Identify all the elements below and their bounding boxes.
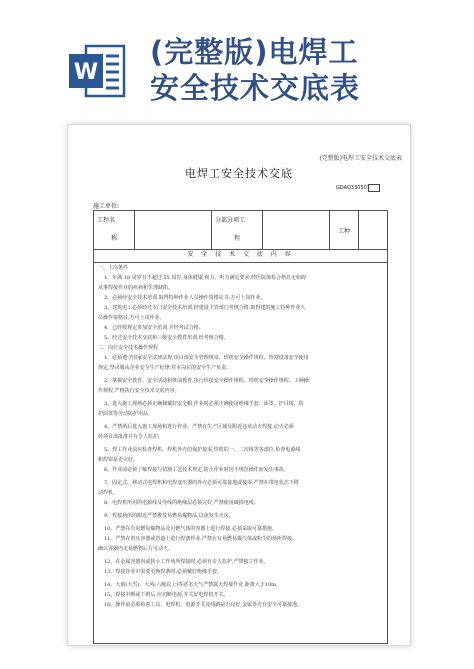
content-line: 8、电焊机所用的电源线及导线的绝缘层必须完好,严禁使用破损电线。 (104, 500, 259, 506)
content-line: 1、必须遵守国家安全法律法规,项目部安全管理规章、焊机安全操作规程、焊割设备安全使用 (104, 355, 309, 361)
content-line: 员操作资格证,方可上岗作业。 (98, 315, 165, 321)
content-line: 2、掌握安全教育、安全活动和班前教育,执行焊接安全操作规程、焊机安全操作规程、工种操 (104, 378, 309, 384)
subproject-label: 分部分项工 程 (212, 211, 263, 250)
page-header-note: (完整版)电焊工安全技术交底表 (319, 155, 402, 162)
word-document-icon (66, 40, 128, 102)
content-line: 动焊机。 (98, 490, 119, 496)
content-line: 2、必须经安全技术培训,取得特种作业人员操作资格证书,方可上岗作业。 (104, 295, 266, 301)
construction-unit-label: 施工单位: (93, 203, 120, 210)
content-line: 3、建筑电工必须经过专门安全技术培训,经建设主管部门考核合格,取得建筑施工特种作业人 (104, 305, 306, 311)
info-table (93, 210, 388, 250)
content-line: 15、焊接中断或下班后,应切断电源,并关好电焊机开关。 (104, 592, 229, 598)
content-line: 13、焊接作业中需要更换焊条时,必须戴好绝缘手套。 (104, 569, 222, 575)
content-line: 6、作业前必须了解焊接与切割工艺技术规定,防止作业时因不规范操作而发生事故。 (104, 467, 289, 473)
content-line: 5、焊工作业前应检查焊机、焊机外壳的保护接零,焊机的一、二次线等各部位,检查电源线 (104, 447, 301, 453)
content-line: 10、严禁在有易燃易爆物品及可燃气体的容器上进行焊接,必须采取可靠措施。 (104, 526, 277, 532)
content-line: 二、岗位安全技术操作规程 (98, 345, 159, 351)
content-line: 9、焊接场所的附近严禁堆放易燃易爆物品,以免发生火灾。 (104, 513, 234, 519)
content-line: 14、大雨(大雪)、大风(六级以上)等恶劣天气严禁露天焊接作业,距离大于10m。 (104, 582, 281, 588)
content-line: 1、年满 18 周岁且不超过 55 周岁,身体健康,视力、听力满足要求,经医院体检合格且无妨碍 (104, 275, 307, 281)
content-line: 和焊钳是否完好。 (98, 457, 139, 463)
svg-text:W: W (73, 60, 99, 85)
content-line: 4、已经按规定参加安全培训,并经考试合格。 (104, 325, 204, 331)
banner-title-line-2: 安全技术交底表 (150, 71, 361, 105)
content-line: 确认容器内无易燃物后方可动火。 (98, 546, 174, 552)
content-line: 规定,坚决服从企业安全生产纪律,对本岗位的安全生产负责。 (98, 365, 232, 371)
document-title: 电焊工安全技术交底 (185, 167, 293, 180)
subproject-value (263, 211, 330, 250)
section-heading: 安 全 技 术 交 底 内 容 (93, 248, 388, 263)
content-line: 经项目部批准并有专人监护。 (98, 434, 164, 440)
content-line: 12、在金属容器内或狭小工作场所焊接时,必须有专人监护,严禁独立作业。 (104, 559, 269, 565)
content-line: 3、进入施工现场必须正确佩戴好安全帽,作业时必须正确使用绝缘手套、面罩、护目镜、防 (104, 401, 304, 407)
trade-value (359, 211, 388, 250)
project-name-label: 工程名 称 (94, 211, 135, 250)
trade-label: 工种 (330, 211, 359, 250)
content-line: 护面罩等劳动防护用品。 (98, 411, 154, 417)
project-name-value (135, 211, 212, 250)
content-line: 一、上岗条件 (98, 265, 129, 271)
content-line: 16、操作前必须检查工具、电焊机、电源开关及线路是否良好,金属外壳有安全可靠接地。 (104, 602, 302, 608)
header-banner (0, 0, 474, 120)
disclosure-content (93, 263, 388, 644)
content-line: 7、固定式、移动式电焊机和电焊变压器的外壳必须可靠接地或接零,严禁在带电状态下移 (104, 480, 299, 486)
content-line: 11、严禁在带压容器或管道上进行焊割作业,严禁在有易燃易爆气体或粉尘的场所焊接。 (104, 536, 297, 542)
code-box (368, 184, 380, 192)
document-page (67, 124, 411, 646)
content-line: 4、严禁酒后进入施工现场和进行作业。严禁在生产区域及附近违章动火焊接,动火必须 (104, 424, 294, 430)
content-line: 从事焊接作业的疾病和生理缺陷。 (98, 285, 174, 291)
document-code: GDAQ330501 (336, 185, 370, 191)
content-line: 5、经过安全技术交底和三级安全教育培训,经考核合格。 (104, 335, 229, 341)
banner-title-line-1: (完整版)电焊工 (150, 35, 359, 69)
content-line: 作规程,严格执行安全技术交底内容。 (98, 388, 180, 394)
